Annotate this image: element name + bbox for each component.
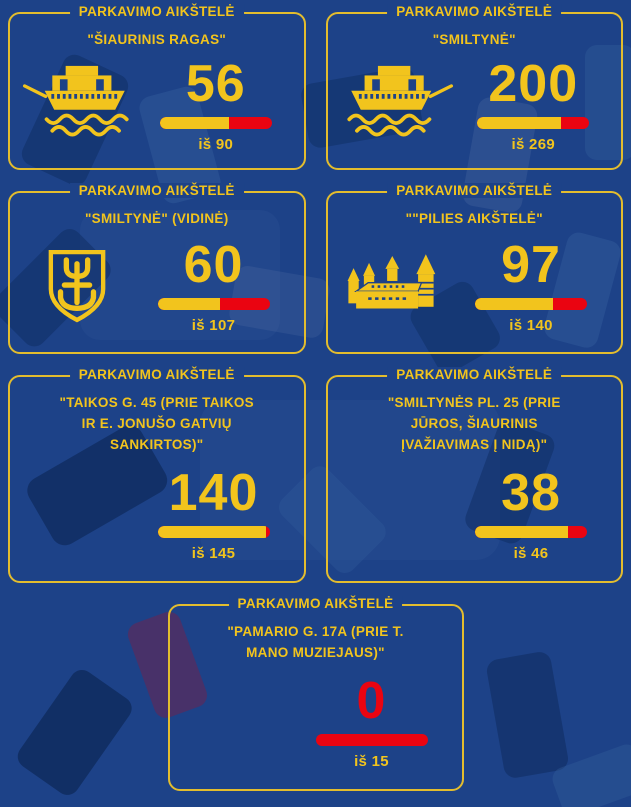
card-heading: PARKAVIMO AIKŠTELĖ [387,367,561,382]
card-parking-name: "SMILTYNĖ" [432,32,516,47]
occupancy-bar-fill [158,526,266,538]
cards-row-2 [8,183,623,354]
card-heading: PARKAVIMO AIKŠTELĖ [387,4,561,19]
parking-card-smiltyne [326,4,624,170]
occupancy-bar-fill [158,298,221,310]
card-parking-name: "SMILTYNĖ" (VIDINĖ) [84,211,229,226]
ferry-left-icon [20,64,138,146]
parking-card-pamario-g-17a [168,596,464,791]
occupancy-bar [160,117,272,129]
card-stats [451,236,611,335]
card-parking-name: "TAIKOS G. 45 (PRIE TAIKOS IR E. JONUŠO GATVIŲ SANKIRTOS)" [59,395,254,452]
castle-icon [338,250,452,324]
card-body [20,230,294,344]
card-parking-name: "ŠIAURINIS RAGAS" [87,32,227,47]
occupancy-bar-fill [160,117,230,129]
available-count: 0 [356,671,387,730]
card-parking-name: "PAMARIO G. 17A (PRIE T. MANO MUZIEJAUS)" [227,624,404,660]
available-count: 200 [488,54,579,113]
parking-card-siaurinis-ragas [8,4,306,170]
available-count: 60 [183,236,244,295]
occupancy-bar [475,526,587,538]
occupancy-bar [316,734,428,746]
available-count: 56 [185,54,246,113]
occupancy-bar [475,298,587,310]
coat-of-arms-icon [20,248,134,326]
card-body [338,230,612,344]
parking-card-pilies-aikstele [326,183,624,354]
card-parking-name: "SMILTYNĖS PL. 25 (PRIE JŪROS, ŠIAURINIS ĮVAŽIAVIMAS Į NIDĄ)" [387,395,561,452]
capacity-label: iš 15 [354,752,389,770]
card-heading: PARKAVIMO AIKŠTELĖ [229,596,403,611]
card-stats [292,671,452,770]
card-body [338,51,612,160]
card-body [338,456,612,573]
available-count: 140 [168,463,259,522]
parking-card-taikos-g-45 [8,367,306,583]
occupancy-bar [477,117,589,129]
available-count: 97 [501,236,561,295]
cards-row-3 [8,367,623,583]
ferry-right-icon [338,64,456,146]
card-heading: PARKAVIMO AIKŠTELĖ [70,367,244,382]
card-body [180,664,452,781]
capacity-label: iš 107 [191,317,236,335]
card-stats [134,236,294,335]
card-body [20,456,294,573]
card-heading: PARKAVIMO AIKŠTELĖ [70,4,244,19]
card-stats [134,463,294,562]
card-heading: PARKAVIMO AIKŠTELĖ [70,183,244,198]
capacity-label: iš 140 [509,317,553,335]
occupancy-bar [158,298,270,310]
capacity-label: iš 269 [511,135,555,153]
parking-card-smiltynes-pl-25 [326,367,624,583]
card-stats [138,54,294,153]
occupancy-bar-fill [477,117,560,129]
card-body [20,51,294,160]
occupancy-bar-fill [475,298,553,310]
occupancy-bar-fill [475,526,568,538]
parking-card-smiltyne-vidine [8,183,306,354]
card-heading: PARKAVIMO AIKŠTELĖ [387,183,561,198]
card-stats [451,463,611,562]
capacity-label: iš 46 [513,544,549,562]
available-count: 38 [501,463,561,522]
capacity-label: iš 145 [191,544,236,562]
capacity-label: iš 90 [198,135,234,153]
card-stats [456,54,612,153]
card-parking-name: ""PILIES AIKŠTELĖ" [405,211,543,226]
occupancy-bar [158,526,270,538]
cards-row-1 [8,4,623,170]
